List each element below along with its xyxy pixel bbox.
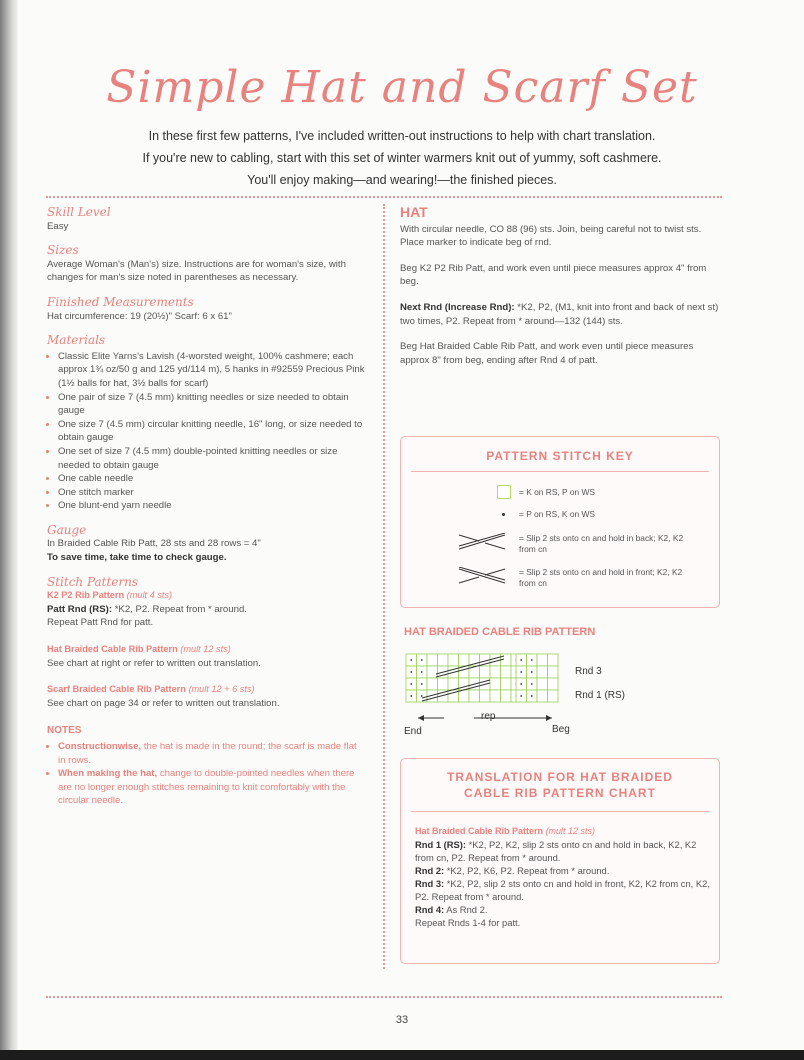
materials-item: • One stitch marker [58, 486, 365, 500]
chart-cell [490, 678, 501, 690]
chart-cell [427, 654, 438, 666]
chart-cell [548, 690, 559, 702]
translation-subhead [415, 825, 711, 838]
chart-title: HAT BRAIDED CABLE RIB PATTERN [404, 626, 596, 638]
note-item [58, 740, 365, 767]
hat-cable-text: See chart at right or refer to written out translation. [47, 657, 261, 669]
round-text: *K2, P2, K6, P2. Repeat from * around. [446, 865, 610, 876]
materials-heading: Materials [47, 333, 106, 348]
chart-cell [537, 678, 548, 690]
k2p2-repeat: Repeat Patt Rnd for patt. [47, 617, 154, 629]
materials-item: • One cable needle [58, 472, 365, 486]
k2p2-title-text: K2 P2 Rib Pattern [47, 590, 125, 601]
chart-cell [548, 678, 559, 690]
notes-heading: NOTES [47, 725, 82, 737]
chart-cell [501, 666, 512, 678]
chart-beg-label: Beg [552, 724, 570, 735]
translation-round [415, 864, 711, 877]
chart-cell [501, 678, 512, 690]
chart-cell [448, 678, 459, 690]
chart-rnd3-label: Rnd 3 [575, 666, 602, 677]
translation-box [400, 758, 720, 964]
purl-dot [410, 683, 412, 685]
measurements-heading: Finished Measurements [47, 294, 194, 309]
chart-cell [480, 666, 491, 678]
chart-cell [438, 678, 449, 690]
cable-back-label: = Slip 2 sts onto cn and hold in back; K2, K2 from cn [519, 533, 684, 554]
chart-cell [537, 654, 548, 666]
materials-item: • One size 7 (4.5 mm) circular knitting needle, 16" long, or size needed to obtain gauge [58, 418, 365, 445]
cable-front-label: = Slip 2 sts onto cn and hold in front; K2, K2 from cn [519, 567, 683, 588]
materials-item: • Classic Elite Yarns's Lavish (4-worsted weight, 100% cashmere; each approx 1¾ oz/50 g and 125 yd/114 m), 5 hanks in #92559 Precious Pink (1½ balls for hat, 3½ balls for scarf) [58, 350, 365, 391]
book-spine-shadow [0, 0, 18, 1060]
note-item [58, 767, 365, 808]
knit-stitch-label: = K on RS, P on WS [519, 487, 595, 497]
key-title: PATTERN STITCH KEY [486, 449, 634, 463]
intro-text [60, 125, 744, 191]
k2p2-mult: (mult 4 sts) [126, 590, 173, 601]
round-text: *K2, P2, slip 2 sts onto cn and hold in front, K2, K2 from cn, K2, P2. Repeat from * around. [415, 878, 710, 902]
scarf-cable-pattern-title [47, 683, 365, 697]
sizes-heading: Sizes [47, 243, 79, 258]
hat-step: With circular needle, CO 88 (96) sts. Join, being careful not to twist sts. Place marker to indicate beg of rnd. [400, 223, 702, 249]
note-text: the hat is made in the round; the scarf is made flat in rows. [58, 741, 357, 766]
chart-cell [427, 678, 438, 690]
translation-body [415, 825, 711, 929]
purl-dot [410, 659, 412, 661]
chart-cell [537, 690, 548, 702]
round-label: Rnd 1 (RS): [415, 839, 467, 850]
purl-stitch-dot-icon [502, 513, 505, 516]
round-label: Rnd 3: [415, 878, 445, 889]
scarf-cable-title-text: Scarf Braided Cable Rib Pattern [47, 684, 186, 695]
page-number: 33 [395, 1014, 409, 1026]
purl-dot [410, 695, 412, 697]
chart-cell [490, 690, 501, 702]
purl-dot [410, 671, 412, 673]
scarf-cable-mult: (mult 12 + 6 sts) [188, 684, 255, 695]
k2p2-round-text: *K2, P2. Repeat from * around. [114, 603, 247, 615]
scarf-cable-text: See chart on page 34 or refer to written out translation. [47, 697, 280, 709]
bottom-edge-shadow [0, 1050, 804, 1060]
note-text: change to double-pointed needles when there are no longer enough stitches remaining to knit comfortably with the circular needle. [58, 768, 355, 807]
measurements-text: Hat circumference: 19 (20½)" Scarf: 6 x 61" [47, 310, 232, 322]
chart-cell [480, 690, 491, 702]
right-column [400, 206, 722, 379]
skill-level-heading: Skill Level [47, 205, 111, 219]
gauge-text: In Braided Cable Rib Patt, 28 sts and 28 rows = 4" [47, 538, 261, 550]
purl-dot [520, 671, 522, 673]
materials-item: • One pair of size 7 (4.5 mm) knitting needles or size needed to obtain gauge [58, 391, 365, 418]
chart-cell [490, 666, 501, 678]
chart-cell [459, 654, 470, 666]
chart-cell [448, 654, 459, 666]
translation-divider [411, 811, 709, 812]
sizes-text: Average Woman's (Man's) size. Instructions are for woman's size, with changes for man's size noted in parentheses as necessary. [47, 258, 346, 284]
translation-subhead-mult: (mult 12 sts) [545, 826, 596, 836]
translation-subhead-text: Hat Braided Cable Rib Pattern [415, 826, 544, 836]
round-label: Rnd 2: [415, 865, 445, 876]
k2p2-pattern-title [47, 589, 365, 603]
chart-cell [501, 690, 512, 702]
purl-dot [520, 659, 522, 661]
translation-title-line: CABLE RIB PATTERN CHART [464, 786, 656, 800]
purl-dot [421, 695, 423, 697]
purl-dot [531, 671, 533, 673]
translation-title [401, 769, 719, 801]
key-divider [411, 471, 709, 472]
purl-dot [421, 683, 423, 685]
chart-cell [548, 654, 559, 666]
hat-step [400, 301, 722, 328]
translation-round [415, 877, 711, 903]
translation-round [415, 838, 711, 864]
note-bold: When making the hat, [58, 768, 158, 780]
round-text: As Rnd 2. [446, 904, 488, 915]
gauge-heading: Gauge [47, 522, 87, 537]
increase-round-label: Next Rnd (Increase Rnd): [400, 301, 515, 313]
hat-heading: HAT [400, 204, 428, 220]
translation-title-line: TRANSLATION FOR HAT BRAIDED [447, 770, 673, 784]
k2p2-round-label: Patt Rnd (RS): [47, 603, 113, 615]
column-divider [383, 204, 385, 969]
k2p2-round [47, 603, 365, 617]
chart-grid [406, 654, 558, 702]
chart-end-label: End [404, 726, 422, 737]
increase-round-text: *K2, P2, (M1, knit into front and back of next st) two times, P2. Repeat from * around—132 (144) sts. [400, 301, 719, 327]
intro-line: You'll enjoy making—and wearing!—the finished pieces. [247, 173, 557, 187]
purl-stitch-label: = P on RS, K on WS [519, 509, 595, 519]
purl-dot [520, 695, 522, 697]
purl-dot [531, 659, 533, 661]
purl-dot [531, 695, 533, 697]
materials-item: • One blunt-end yarn needle [58, 499, 365, 513]
purl-dot [421, 659, 423, 661]
translation-round [415, 903, 711, 916]
hat-cable-pattern-title [47, 643, 365, 657]
skill-level: Easy [47, 220, 69, 232]
intro-line: In these first few patterns, I've included written-out instructions to help with chart translation. [148, 129, 656, 143]
stitch-patterns-heading: Stitch Patterns [47, 574, 139, 589]
purl-dot [421, 671, 423, 673]
chart-cell [459, 690, 470, 702]
chart-cell [469, 690, 480, 702]
chart-cell [537, 666, 548, 678]
chart-cell [548, 666, 559, 678]
chart-rnd1-label: Rnd 1 (RS) [575, 690, 626, 701]
purl-dot [520, 683, 522, 685]
notes-list [47, 740, 365, 808]
hat-cable-mult: (mult 12 sts) [180, 644, 231, 655]
page-title: Simple Hat and Scarf Set [106, 62, 698, 113]
bottom-dotted-divider [46, 996, 722, 998]
round-text: *K2, P2, K2, slip 2 sts onto cn and hold in back, K2, K2 from cn, P2. Repeat from * around. [415, 839, 697, 863]
translation-repeat: Repeat Rnds 1-4 for patt. [415, 917, 521, 928]
pattern-stitch-key-box [400, 436, 720, 608]
note-bold: Constructionwise, [58, 741, 142, 752]
cable-back-icon [457, 533, 507, 551]
hat-cable-title-text: Hat Braided Cable Rib Pattern [47, 644, 178, 655]
chart-rep-label: rep [481, 711, 496, 722]
chart-cell [427, 666, 438, 678]
materials-item: • One set of size 7 (4.5 mm) double-pointed knitting needles or size needed to obtain gauge [58, 445, 365, 472]
cable-front-icon [457, 567, 507, 585]
knit-stitch-box-icon [497, 485, 511, 499]
round-label: Rnd 4: [415, 904, 445, 915]
top-dotted-divider [46, 196, 722, 198]
hat-step: Beg Hat Braided Cable Rib Patt, and work even until piece measures approx 8" from beg, ending after Rnd 4 of patt. [400, 341, 694, 366]
hat-step: Beg K2 P2 Rib Patt, and work even until piece measures approx 4" from beg. [400, 262, 707, 288]
left-column [47, 206, 365, 808]
intro-line: If you're new to cabling, start with this set of winter warmers knit out of yummy, soft cashmere. [142, 151, 662, 165]
purl-dot [531, 683, 533, 685]
chart-cell [438, 654, 449, 666]
materials-list [47, 350, 365, 513]
gauge-note: To save time, take time to check gauge. [47, 552, 227, 564]
